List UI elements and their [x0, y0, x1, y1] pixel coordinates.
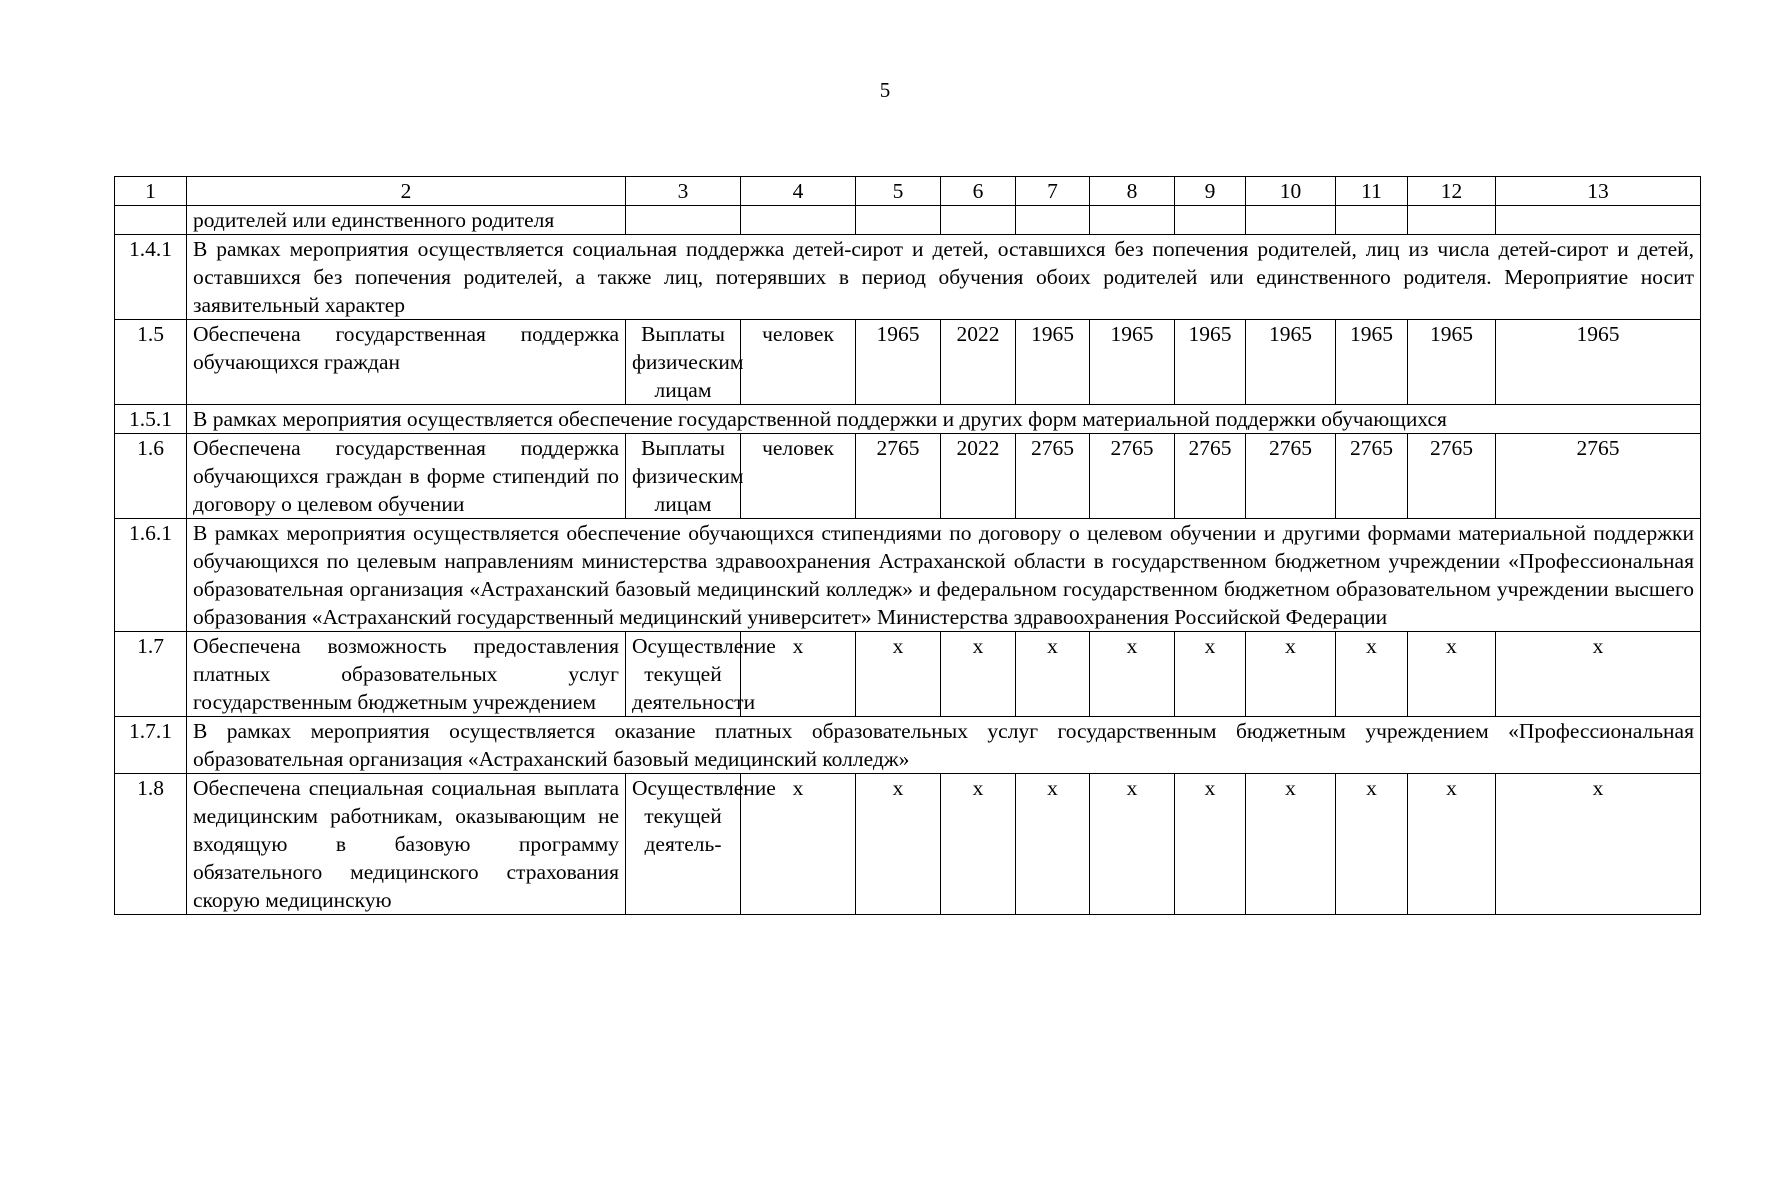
indicator-row — [115, 434, 1701, 519]
indicator-value: х — [1408, 774, 1496, 915]
indicator-value: 1965 — [1175, 320, 1246, 405]
row-number: 1.5.1 — [115, 405, 187, 434]
indicator-value: х — [1246, 632, 1336, 717]
indicator-value: х — [1090, 632, 1175, 717]
column-number: 8 — [1090, 177, 1175, 206]
indicator-value: 1965 — [1408, 320, 1496, 405]
indicator-value: 2765 — [1408, 434, 1496, 519]
indicator-value: 1965 — [856, 320, 941, 405]
column-number-row — [115, 177, 1701, 206]
column-number: 2 — [187, 177, 626, 206]
column-number: 6 — [941, 177, 1016, 206]
row-number: 1.4.1 — [115, 235, 187, 320]
indicator-value: х — [1016, 774, 1090, 915]
indicator-value: х — [1336, 632, 1408, 717]
indicator-value: 2765 — [1016, 434, 1090, 519]
indicators-table — [114, 176, 1701, 915]
empty-cell — [741, 206, 856, 235]
activity-description: В рамках мероприятия осуществляется обеспечение государственной поддержки и других форм материальной поддержки обучающихся — [187, 405, 1701, 434]
unit-of-measure: х — [741, 632, 856, 717]
indicator-description: Обеспечена специальная социальная выплата медицинским работникам, оказывающим не входящую в базовую программу обязательного медицинского страхования скорую медицинскую — [187, 774, 626, 915]
unit-of-measure: человек — [741, 320, 856, 405]
empty-cell — [1090, 206, 1175, 235]
empty-cell — [626, 206, 741, 235]
indicator-value: 2765 — [1246, 434, 1336, 519]
indicator-row — [115, 774, 1701, 915]
expense-kind: Осуществление текущей деятельности — [626, 632, 741, 717]
indicator-row — [115, 632, 1701, 717]
row-number: 1.6.1 — [115, 519, 187, 632]
column-number: 7 — [1016, 177, 1090, 206]
indicator-value: х — [1175, 632, 1246, 717]
column-number: 1 — [115, 177, 187, 206]
row-number: 1.8 — [115, 774, 187, 915]
activity-description-row — [115, 717, 1701, 774]
indicator-value: х — [1016, 632, 1090, 717]
activity-description-row — [115, 235, 1701, 320]
activity-description-row — [115, 519, 1701, 632]
empty-cell — [1336, 206, 1408, 235]
indicator-value: 2765 — [856, 434, 941, 519]
continuation-row — [115, 206, 1701, 235]
indicator-description: Обеспечена государственная поддержка обучающихся граждан в форме стипендий по договору о целевом обучении — [187, 434, 626, 519]
row-number: 1.5 — [115, 320, 187, 405]
indicator-value: 2765 — [1336, 434, 1408, 519]
indicator-value: х — [856, 774, 941, 915]
indicator-value: 1965 — [1246, 320, 1336, 405]
indicator-value: 2765 — [1496, 434, 1701, 519]
indicator-value: х — [941, 774, 1016, 915]
indicator-description: Обеспечена возможность предоставления платных образовательных услуг государственным бюджетным учреждением — [187, 632, 626, 717]
row-number-cell — [115, 206, 187, 235]
unit-of-measure: х — [741, 774, 856, 915]
continuation-text: родителей или единственного родителя — [187, 206, 626, 235]
page-number: 5 — [879, 78, 891, 102]
expense-kind: Выплаты физическим лицам — [626, 320, 741, 405]
indicator-value: х — [1408, 632, 1496, 717]
column-number: 12 — [1408, 177, 1496, 206]
empty-cell — [1175, 206, 1246, 235]
empty-cell — [1016, 206, 1090, 235]
activity-description: В рамках мероприятия осуществляется обеспечение обучающихся стипендиями по договору о целевом обучении и другими формами материальной поддержки обучающихся по целевым направлениям министерства здравоохранения Астраханской области в государственном бюджетном учреждении «Профессиональная образовательная организация «Астраханский базовый медицинский колледж» и федеральном государственном бюджетном образовательном учреждении высшего образования «Астраханский государственный медицинский университет» Министерства здравоохранения Российской Федерации — [187, 519, 1701, 632]
row-number: 1.7.1 — [115, 717, 187, 774]
activity-description: В рамках мероприятия осуществляется социальная поддержка детей-сирот и детей, оставшихся без попечения родителей, лиц из числа детей-сирот и детей, оставшихся без попечения родителей, а также лиц, потерявших в период обучения обоих родителей или единственного родителя. Мероприятие носит заявительный характер — [187, 235, 1701, 320]
column-number: 11 — [1336, 177, 1408, 206]
activity-description: В рамках мероприятия осуществляется оказание платных образовательных услуг государственным бюджетным учреждением «Профессиональная образовательная организация «Астраханский базовый медицинский колледж» — [187, 717, 1701, 774]
indicator-value: х — [856, 632, 941, 717]
indicator-value: 2022 — [941, 434, 1016, 519]
empty-cell — [1246, 206, 1336, 235]
column-number: 3 — [626, 177, 741, 206]
empty-cell — [1496, 206, 1701, 235]
row-number: 1.7 — [115, 632, 187, 717]
indicator-value: х — [1246, 774, 1336, 915]
activity-description-row — [115, 405, 1701, 434]
empty-cell — [941, 206, 1016, 235]
indicator-value: х — [941, 632, 1016, 717]
indicator-row — [115, 320, 1701, 405]
indicator-value: 1965 — [1090, 320, 1175, 405]
indicator-value: х — [1175, 774, 1246, 915]
empty-cell — [856, 206, 941, 235]
empty-cell — [1408, 206, 1496, 235]
column-number: 9 — [1175, 177, 1246, 206]
indicator-value: х — [1496, 774, 1701, 915]
indicator-description: Обеспечена государственная поддержка обучающихся граждан — [187, 320, 626, 405]
unit-of-measure: человек — [741, 434, 856, 519]
column-number: 4 — [741, 177, 856, 206]
indicator-value: 1965 — [1496, 320, 1701, 405]
expense-kind: Осуществление текущей деятель- — [626, 774, 741, 915]
expense-kind: Выплаты физическим лицам — [626, 434, 741, 519]
column-number: 13 — [1496, 177, 1701, 206]
column-number: 5 — [856, 177, 941, 206]
indicator-value: 1965 — [1016, 320, 1090, 405]
indicator-value: х — [1090, 774, 1175, 915]
table-body — [115, 235, 1701, 915]
indicator-value: х — [1496, 632, 1701, 717]
column-number: 10 — [1246, 177, 1336, 206]
indicator-value: 2765 — [1175, 434, 1246, 519]
indicator-value: 2765 — [1090, 434, 1175, 519]
indicator-value: х — [1336, 774, 1408, 915]
row-number: 1.6 — [115, 434, 187, 519]
indicator-value: 2022 — [941, 320, 1016, 405]
indicator-value: 1965 — [1336, 320, 1408, 405]
